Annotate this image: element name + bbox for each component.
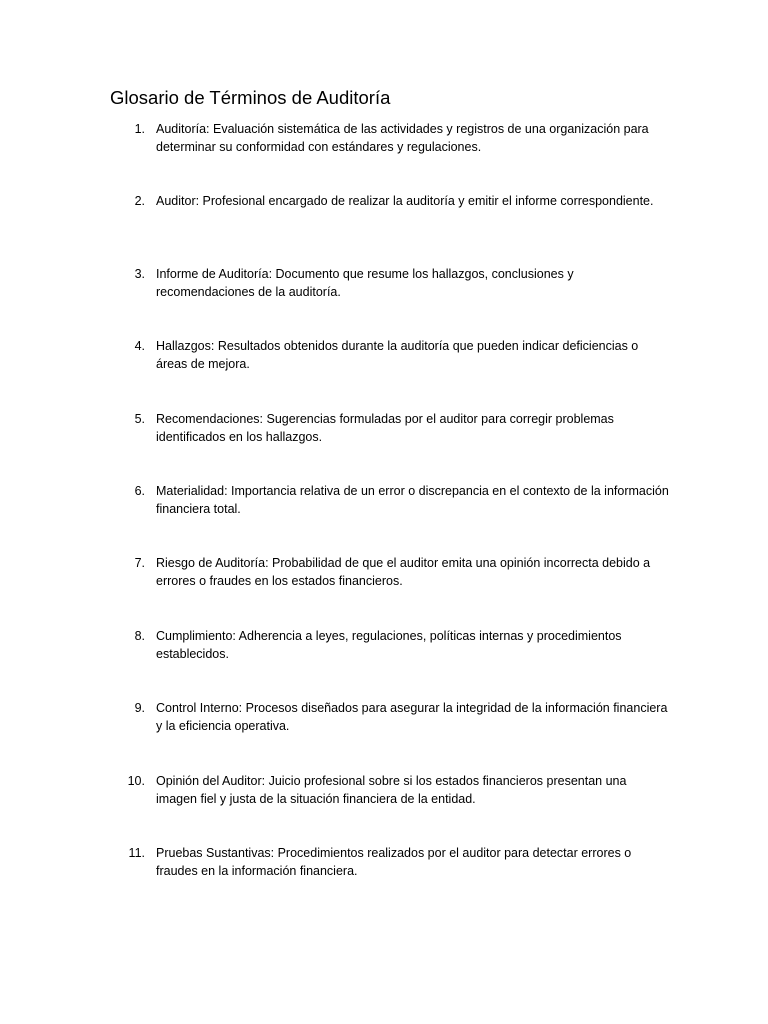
item-number: 11. bbox=[128, 845, 145, 860]
item-number: 8. bbox=[134, 628, 145, 643]
item-number: 2. bbox=[134, 194, 145, 209]
item-text: Auditor: Profesional encargado de realizar la auditoría y emitir el informe correspondiente. bbox=[156, 194, 654, 209]
item-text: Riesgo de Auditoría: Probabilidad de que el auditor emita una opinión incorrecta debido a errores o fraudes en los estados financieros. bbox=[156, 556, 651, 589]
list-item bbox=[110, 337, 670, 409]
list-item bbox=[110, 410, 670, 482]
document-title: Glosario de Términos de Auditoría bbox=[110, 87, 391, 108]
item-number: 9. bbox=[134, 701, 145, 716]
list-item bbox=[110, 699, 670, 771]
list-item bbox=[110, 265, 670, 337]
list-item bbox=[110, 192, 670, 264]
item-number: 5. bbox=[134, 411, 145, 426]
item-text: Recomendaciones: Sugerencias formuladas por el auditor para corregir problemas identificados en los hallazgos. bbox=[156, 411, 614, 444]
item-text: Hallazgos: Resultados obtenidos durante la auditoría que pueden indicar deficiencias o áreas de mejora. bbox=[156, 339, 639, 372]
item-text: Auditoría: Evaluación sistemática de las actividades y registros de una organización para determinar su conformidad con estándares y regulaciones. bbox=[156, 122, 649, 154]
list-item bbox=[110, 772, 670, 844]
item-text: Informe de Auditoría: Documento que resume los hallazgos, conclusiones y recomendaciones de la auditoría. bbox=[156, 266, 574, 299]
list-item bbox=[110, 554, 670, 626]
item-number: 10. bbox=[127, 773, 145, 788]
item-number: 4. bbox=[134, 339, 145, 354]
item-text: Control Interno: Procesos diseñados para asegurar la integridad de la información financiera y la eficiencia operativa. bbox=[156, 701, 668, 734]
list-item bbox=[110, 482, 670, 554]
list-item bbox=[110, 120, 670, 192]
list-item bbox=[110, 844, 670, 916]
glossary-list bbox=[110, 120, 670, 916]
item-text: Pruebas Sustantivas: Procedimientos realizados por el auditor para detectar errores o fraudes en la información financiera. bbox=[156, 845, 632, 878]
item-number: 7. bbox=[134, 556, 145, 571]
list-item bbox=[110, 627, 670, 699]
item-text: Cumplimiento: Adherencia a leyes, regulaciones, políticas internas y procedimientos establecidos. bbox=[156, 628, 622, 661]
item-number: 1. bbox=[134, 122, 145, 136]
item-number: 3. bbox=[134, 266, 145, 281]
item-number: 6. bbox=[134, 483, 145, 498]
item-text: Opinión del Auditor: Juicio profesional sobre si los estados financieros presentan una imagen fiel y justa de la situación financiera de la entidad. bbox=[156, 773, 627, 806]
item-text: Materialidad: Importancia relativa de un error o discrepancia en el contexto de la información financiera total. bbox=[156, 483, 669, 516]
